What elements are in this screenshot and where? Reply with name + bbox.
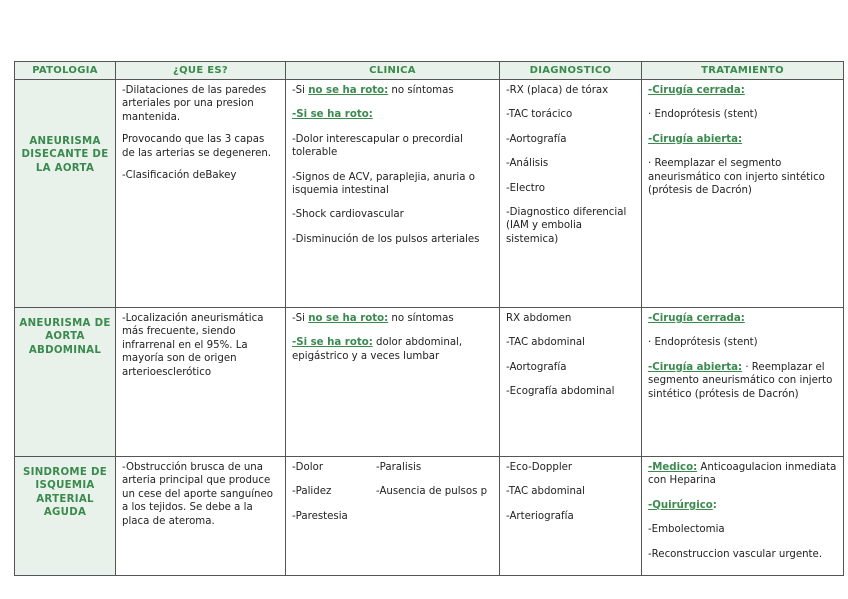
treatment-text: · Reemplazar el segmento aneurismático con injerto sintético (prótesis de Dacrón): [648, 361, 833, 400]
clinical-cell: [286, 457, 500, 576]
header-row: [15, 62, 844, 80]
treatment-text: :: [712, 499, 717, 511]
header-que-es: ¿QUE ES?: [116, 62, 286, 80]
table-row: [15, 308, 844, 457]
header-tratamiento: TRATAMIENTO: [642, 62, 844, 80]
treatment-text: -Reconstruccion vascular urgente.: [648, 548, 823, 560]
diagnosis-item: -TAC abdominal: [506, 486, 586, 498]
treatment-line: [648, 312, 837, 325]
diagnosis-item: -Ecografía abdominal: [506, 386, 615, 398]
treatment-heading: -Cirugía abierta:: [648, 361, 743, 373]
treatment-heading: -Quirúrgico: [648, 499, 713, 511]
definition-text: -Localización aneurismática más frecuente, siendo infrarrenal en el 95%. La mayoría son de origen arterioesclerótico: [122, 313, 264, 378]
clinical-item: -Parestesia: [292, 510, 348, 522]
treatment-text: · Endoprótesis (stent): [648, 337, 758, 349]
clinical-line: [292, 84, 493, 97]
treatment-line: [648, 461, 837, 488]
treatment-heading: -Medico:: [648, 462, 698, 473]
treatment-heading: -Cirugía cerrada:: [648, 313, 745, 324]
pathology-table: [14, 61, 844, 576]
diagnosis-item: -Arteriografía: [506, 510, 574, 522]
clinical-line: [292, 485, 493, 498]
treatment-line: [648, 361, 837, 401]
clinical-item: -Ausencia de pulsos p: [376, 486, 488, 498]
diagnosis-item: -TAC torácico: [506, 109, 573, 121]
diagnosis-item: -RX (placa) de tórax: [506, 85, 609, 96]
treatment-text: -Embolectomia: [648, 524, 725, 536]
clinical-item: -Palidez: [292, 486, 332, 498]
table-row: [15, 80, 844, 308]
clinical-item: -Dolor interescapular o precordial tolerable: [292, 133, 463, 159]
diagnosis-cell: [500, 308, 642, 457]
clinical-line: [292, 312, 493, 325]
treatment-cell: [642, 457, 844, 576]
definition-text: Provocando que las 3 capas de las arterias se degeneren.: [122, 134, 272, 159]
diagnosis-item: -Eco-Doppler: [506, 462, 573, 473]
clinical-text: -Si: [292, 85, 309, 96]
clinical-line: [292, 108, 493, 121]
diagnosis-item: -Análisis: [506, 158, 549, 170]
clinical-item: -Disminución de los pulsos arteriales: [292, 233, 480, 245]
clinical-item: -Shock cardiovascular: [292, 209, 404, 221]
pathology-name: ANEURISMA DISECANTE DE LA AORTA: [15, 80, 116, 308]
header-patologia: PATOLOGIA: [15, 62, 116, 80]
definition-text: -Clasificación deBakey: [122, 170, 237, 182]
diagnosis-item: RX abdomen: [506, 313, 572, 324]
treatment-heading: -Cirugía cerrada:: [648, 85, 745, 96]
diagnosis-item: -TAC abdominal: [506, 337, 586, 349]
treatment-line: [648, 133, 837, 146]
definition-cell: [116, 457, 286, 576]
diagnosis-item: -Aortografía: [506, 133, 567, 145]
treatment-heading: -Cirugía abierta:: [648, 133, 743, 145]
treatment-text: · Endoprótesis (stent): [648, 109, 758, 121]
header-diagnostico: DIAGNOSTICO: [500, 62, 642, 80]
clinical-text: no síntomas: [388, 85, 454, 96]
pathology-name: SINDROME DE ISQUEMIA ARTERIAL AGUDA: [15, 457, 116, 576]
definition-cell: [116, 80, 286, 308]
clinical-line: [292, 461, 493, 474]
clinical-text: -Si: [292, 313, 309, 324]
definition-text: -Obstrucción brusca de una arteria principal que produce un cese del aporte sanguíneo a los tejidos. Se debe a la placa de ateroma.: [122, 462, 273, 527]
clinical-emphasis: -Si se ha roto:: [292, 337, 373, 349]
clinical-item: -Signos de ACV, paraplejia, anuria o isquemia intestinal: [292, 171, 475, 197]
clinical-emphasis: no se ha roto:: [308, 85, 389, 96]
clinical-emphasis: no se ha roto:: [308, 313, 389, 324]
diagnosis-item: -Aortografía: [506, 361, 567, 373]
treatment-text: · Reemplazar el segmento aneurismático con injerto sintético (prótesis de Dacrón): [648, 158, 825, 197]
definition-cell: [116, 308, 286, 457]
clinical-item: -Dolor: [292, 462, 324, 473]
treatment-cell: [642, 80, 844, 308]
treatment-text: Anticoagulacion inmediata con Heparina: [648, 462, 837, 487]
diagnosis-item: -Electro: [506, 182, 546, 194]
clinical-emphasis: -Si se ha roto:: [292, 109, 373, 121]
clinical-cell: [286, 80, 500, 308]
treatment-cell: [642, 308, 844, 457]
clinical-line: [292, 336, 493, 363]
header-clinica: CLINICA: [286, 62, 500, 80]
clinical-text: no síntomas: [388, 313, 454, 324]
diagnosis-cell: [500, 80, 642, 308]
treatment-line: [648, 84, 837, 97]
clinical-cell: [286, 308, 500, 457]
pathology-name: ANEURISMA DE AORTA ABDOMINAL: [15, 308, 116, 457]
diagnosis-cell: [500, 457, 642, 576]
diagnosis-item: -Diagnostico diferencial (IAM y embolia sistemica): [506, 207, 627, 245]
table-row: [15, 457, 844, 576]
clinical-item: -Paralisis: [376, 462, 422, 473]
clinical-text: dolor abdominal, epigástrico y a veces lumbar: [292, 337, 463, 362]
definition-text: -Dilataciones de las paredes arteriales por una presion mantenida.: [122, 85, 267, 123]
treatment-line: [648, 499, 837, 512]
